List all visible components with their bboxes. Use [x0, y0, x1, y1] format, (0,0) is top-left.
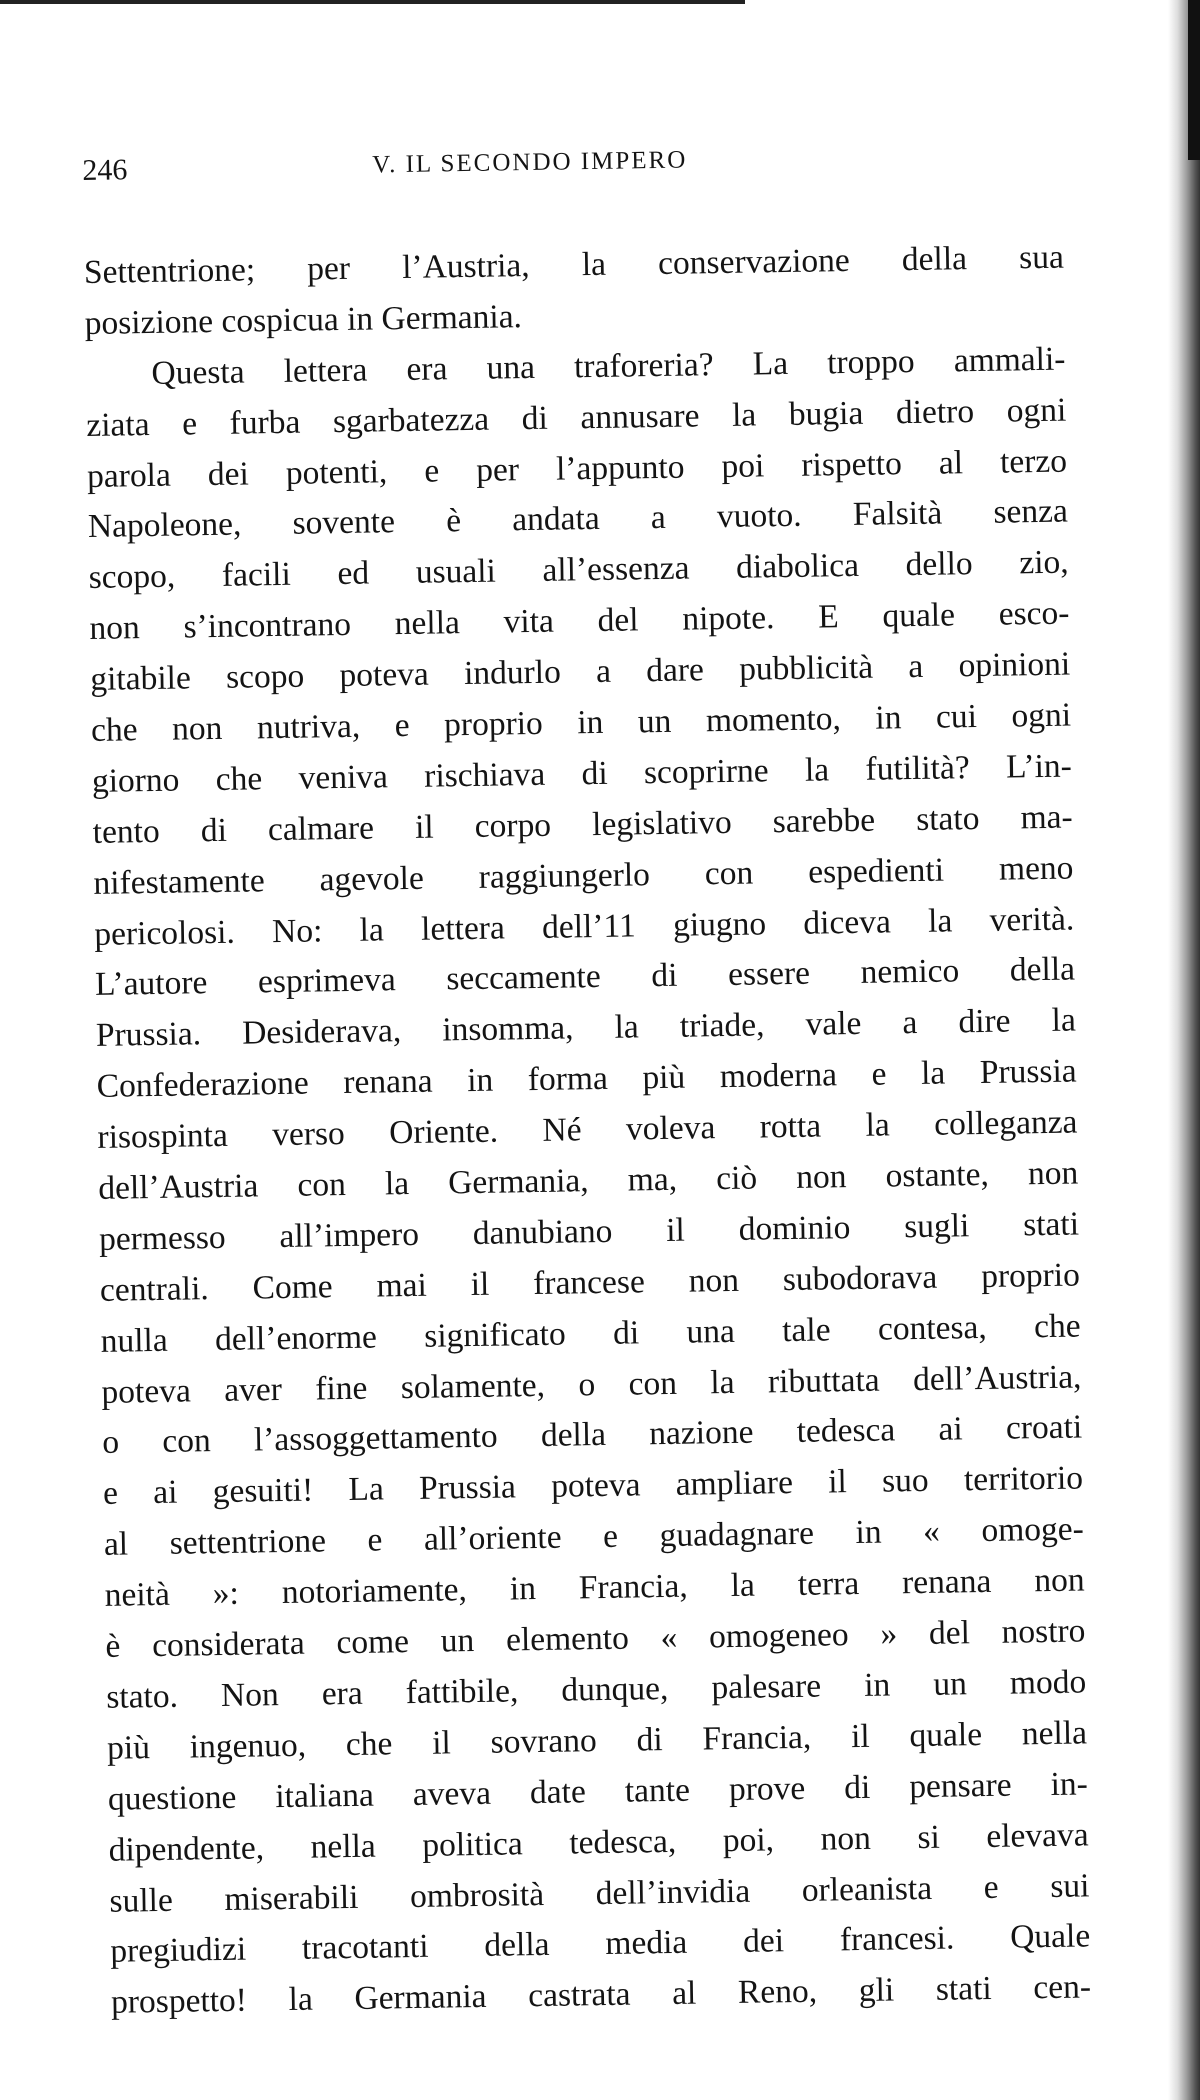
text-line: parola dei potenti, e per l’appunto poi rispetto al terzo: [86, 442, 1068, 495]
text-line: che non nutriva, e proprio in un momento, in cui ogni: [90, 696, 1072, 749]
text-line: pregiudizi tracotanti della media dei francesi. Quale: [110, 1917, 1091, 1971]
text-line: gitabile scopo poteva indurlo a dare pubblicità a opinioni: [90, 645, 1071, 699]
text-line: non s’incontrano nella vita del nipote. E quale esco-: [89, 594, 1070, 648]
text-line: scopo, facili ed usuali all’essenza diabolica dello zio,: [88, 543, 1069, 597]
text-line: nifestamente agevole raggiungerlo con espedienti meno: [93, 849, 1074, 902]
text-line: più ingenuo, che il sovrano di Francia, il quale nella: [106, 1714, 1088, 1767]
scan-page-edge: [1168, 0, 1200, 2100]
text-line: prospetto! la Germania castrata al Reno, gli stati cen-: [110, 1968, 1092, 2022]
text-line: pericolosi. No: la lettera dell’11 giugno diceva la verità.: [94, 900, 1075, 953]
text-line: dipendente, nella politica tedesca, poi, non si elevava: [108, 1816, 1089, 1869]
text-line: o con l’assoggettamento della nazione tedesca ai croati: [102, 1408, 1083, 1462]
text-line: ziata e furba sgarbatezza di annusare la bugia dietro ogni: [86, 391, 1067, 444]
text-line: Napoleone, sovente è andata a vuoto. Falsità senza: [87, 493, 1069, 546]
text-line: poteva aver fine solamente, o con la ributtata dell’Austria,: [101, 1358, 1082, 1411]
text-line: permesso all’impero danubiano il dominio sugli stati: [98, 1205, 1080, 1258]
running-header: [82, 135, 1063, 200]
text-line: è considerata come un elemento « omogeneo » del nostro: [105, 1612, 1086, 1665]
text-line: giorno che veniva rischiava di scoprirne la futilità? L’in-: [91, 747, 1073, 800]
text-line: risospinta verso Oriente. Né voleva rotta la colleganza: [97, 1103, 1078, 1157]
book-page: [82, 135, 1091, 2029]
body-text: [84, 233, 1092, 2029]
text-line: dell’Austria con la Germania, ma, ciò non ostante, non: [98, 1154, 1079, 1207]
text-line: Prussia. Desiderava, insomma, la triade, vale a dire la: [95, 1001, 1077, 1055]
text-line: centrali. Come mai il francese non subodorava proprio: [99, 1256, 1081, 1309]
text-line: nulla dell’enorme significato di una tale contesa, che: [100, 1307, 1081, 1360]
text-line: tento di calmare il corpo legislativo sarebbe stato ma-: [92, 798, 1073, 851]
text-line: Confederazione renana in forma più moderna e la Prussia: [96, 1052, 1077, 1106]
scan-page-edge-dark: [1188, 0, 1200, 160]
text-line: stato. Non era fattibile, dunque, palesare in un modo: [106, 1663, 1087, 1716]
text-line: posizione cospicua in Germania.: [84, 298, 523, 342]
running-title: V. IL SECONDO IMPERO: [372, 146, 688, 179]
page-number: 246: [82, 153, 128, 187]
text-line: Settentrione; per l’Austria, la conservazione della sua: [83, 238, 1065, 291]
text-line: Questa lettera era una traforeria? La troppo ammali-: [151, 340, 1066, 392]
text-line: al settentrione e all’oriente e guadagnare in « omoge-: [103, 1510, 1085, 1564]
scan-top-border: [0, 0, 745, 4]
text-line: neità »: notoriamente, in Francia, la terra renana non: [104, 1561, 1085, 1614]
text-line: e ai gesuiti! La Prussia poteva ampliare il suo territorio: [102, 1459, 1084, 1513]
text-line: L’autore esprimeva seccamente di essere nemico della: [94, 950, 1076, 1004]
text-line: sulle miserabili ombrosità dell’invidia orleanista e sui: [109, 1866, 1090, 1920]
text-line: questione italiana aveva date tante prove di pensare in-: [107, 1765, 1089, 1818]
